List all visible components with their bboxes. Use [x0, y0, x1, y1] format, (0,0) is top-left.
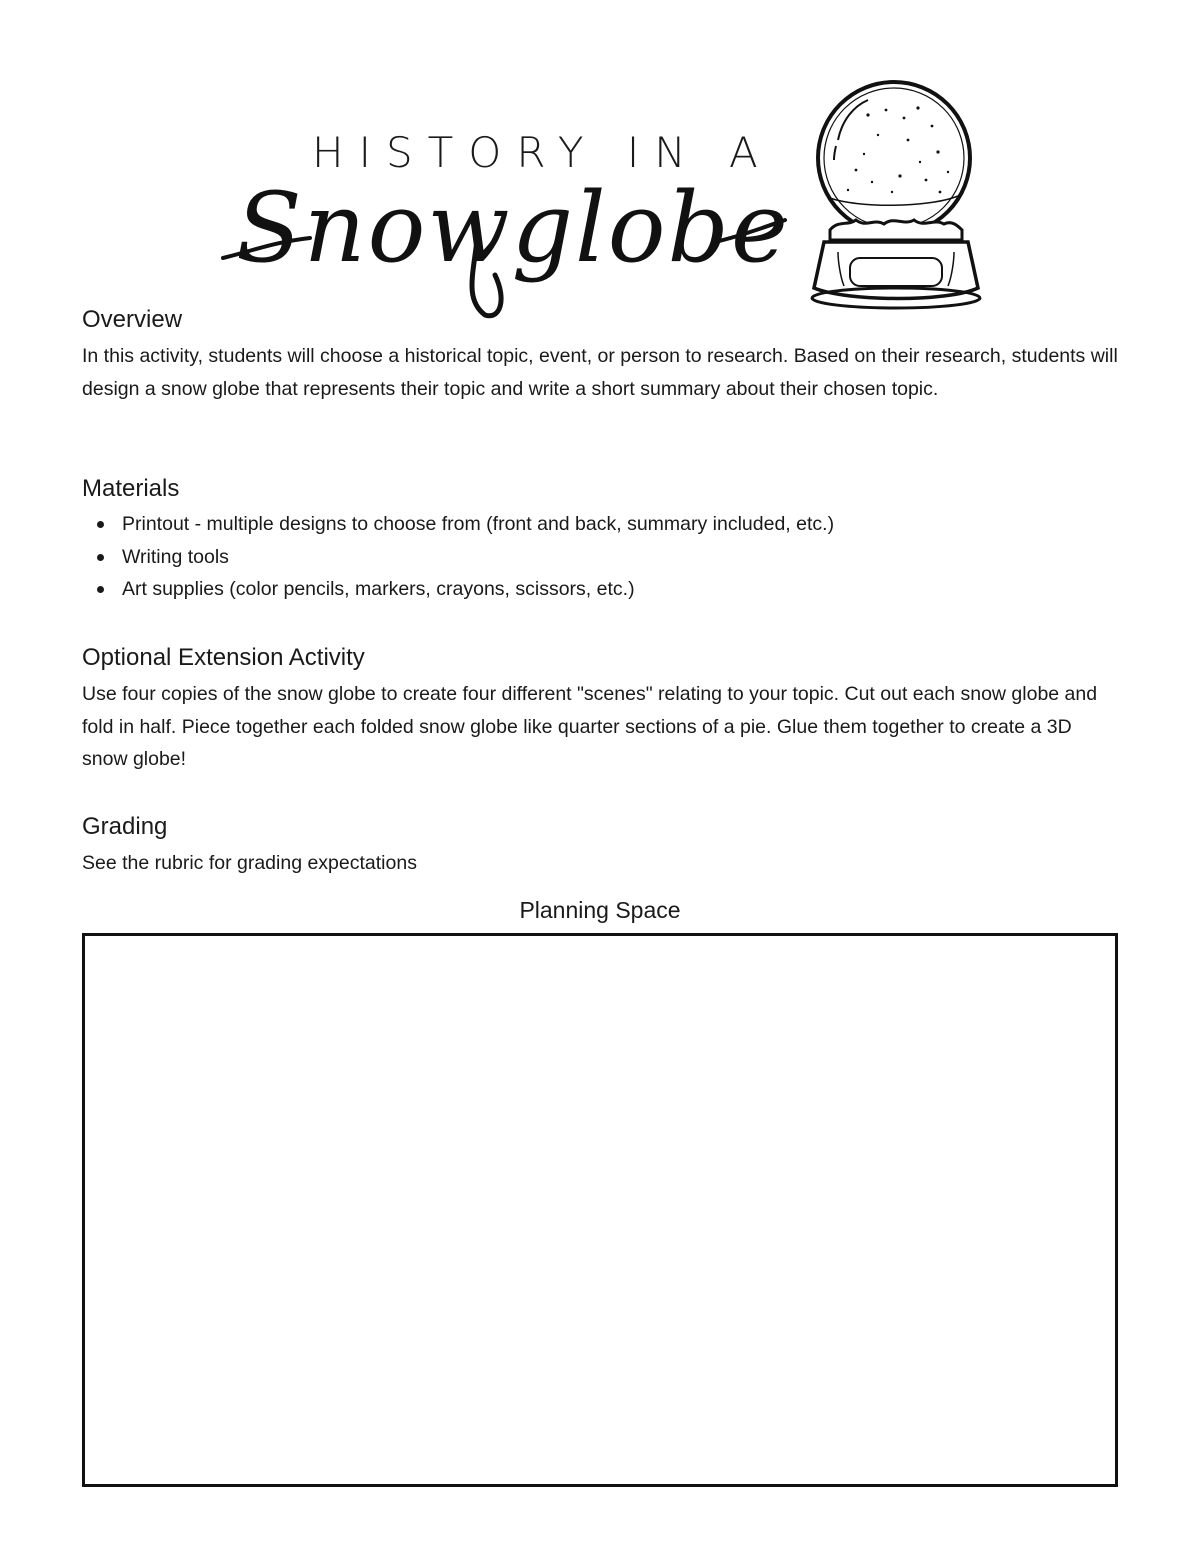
bullet-icon [97, 554, 104, 561]
bullet-icon [97, 521, 104, 528]
extension-heading: Optional Extension Activity [82, 644, 365, 671]
overview-text: In this activity, students will choose a historical topic, event, or person to research. Based on their research, students will design a snow globe that represents their topic and write a short summary about their chosen topic. [82, 345, 1118, 400]
materials-list [82, 508, 834, 606]
snow-globe-icon [808, 80, 986, 312]
extension-text: Use four copies of the snow globe to create four different "scenes" relating to your topic. Cut out each snow globe and fold in half. Piece together each folded snow globe like quarter sections of a pie. Glue them together to create a 3D snow globe! [82, 683, 1098, 770]
grading-heading: Grading [82, 813, 168, 840]
materials-item-art-supplies: Art supplies (color pencils, markers, crayons, scissors, etc.) [122, 578, 635, 600]
list-item [82, 508, 834, 541]
overview-heading: Overview [82, 306, 183, 333]
planning-space-box[interactable] [82, 933, 1118, 1487]
title-script: Snowglobe [236, 172, 790, 284]
grading-text: See the rubric for grading expectations [82, 852, 417, 874]
list-item [82, 541, 834, 574]
list-item [82, 573, 834, 606]
bullet-icon [97, 586, 104, 593]
title-top-line: HISTORY IN A [312, 128, 773, 177]
page-header [0, 0, 1200, 330]
materials-item-writing-tools: Writing tools [122, 545, 229, 568]
materials-heading: Materials [82, 475, 180, 502]
planning-space-title: Planning Space [519, 897, 681, 923]
materials-item-printout: Printout - multiple designs to choose from (front and back, summary included, etc.) [122, 513, 835, 535]
